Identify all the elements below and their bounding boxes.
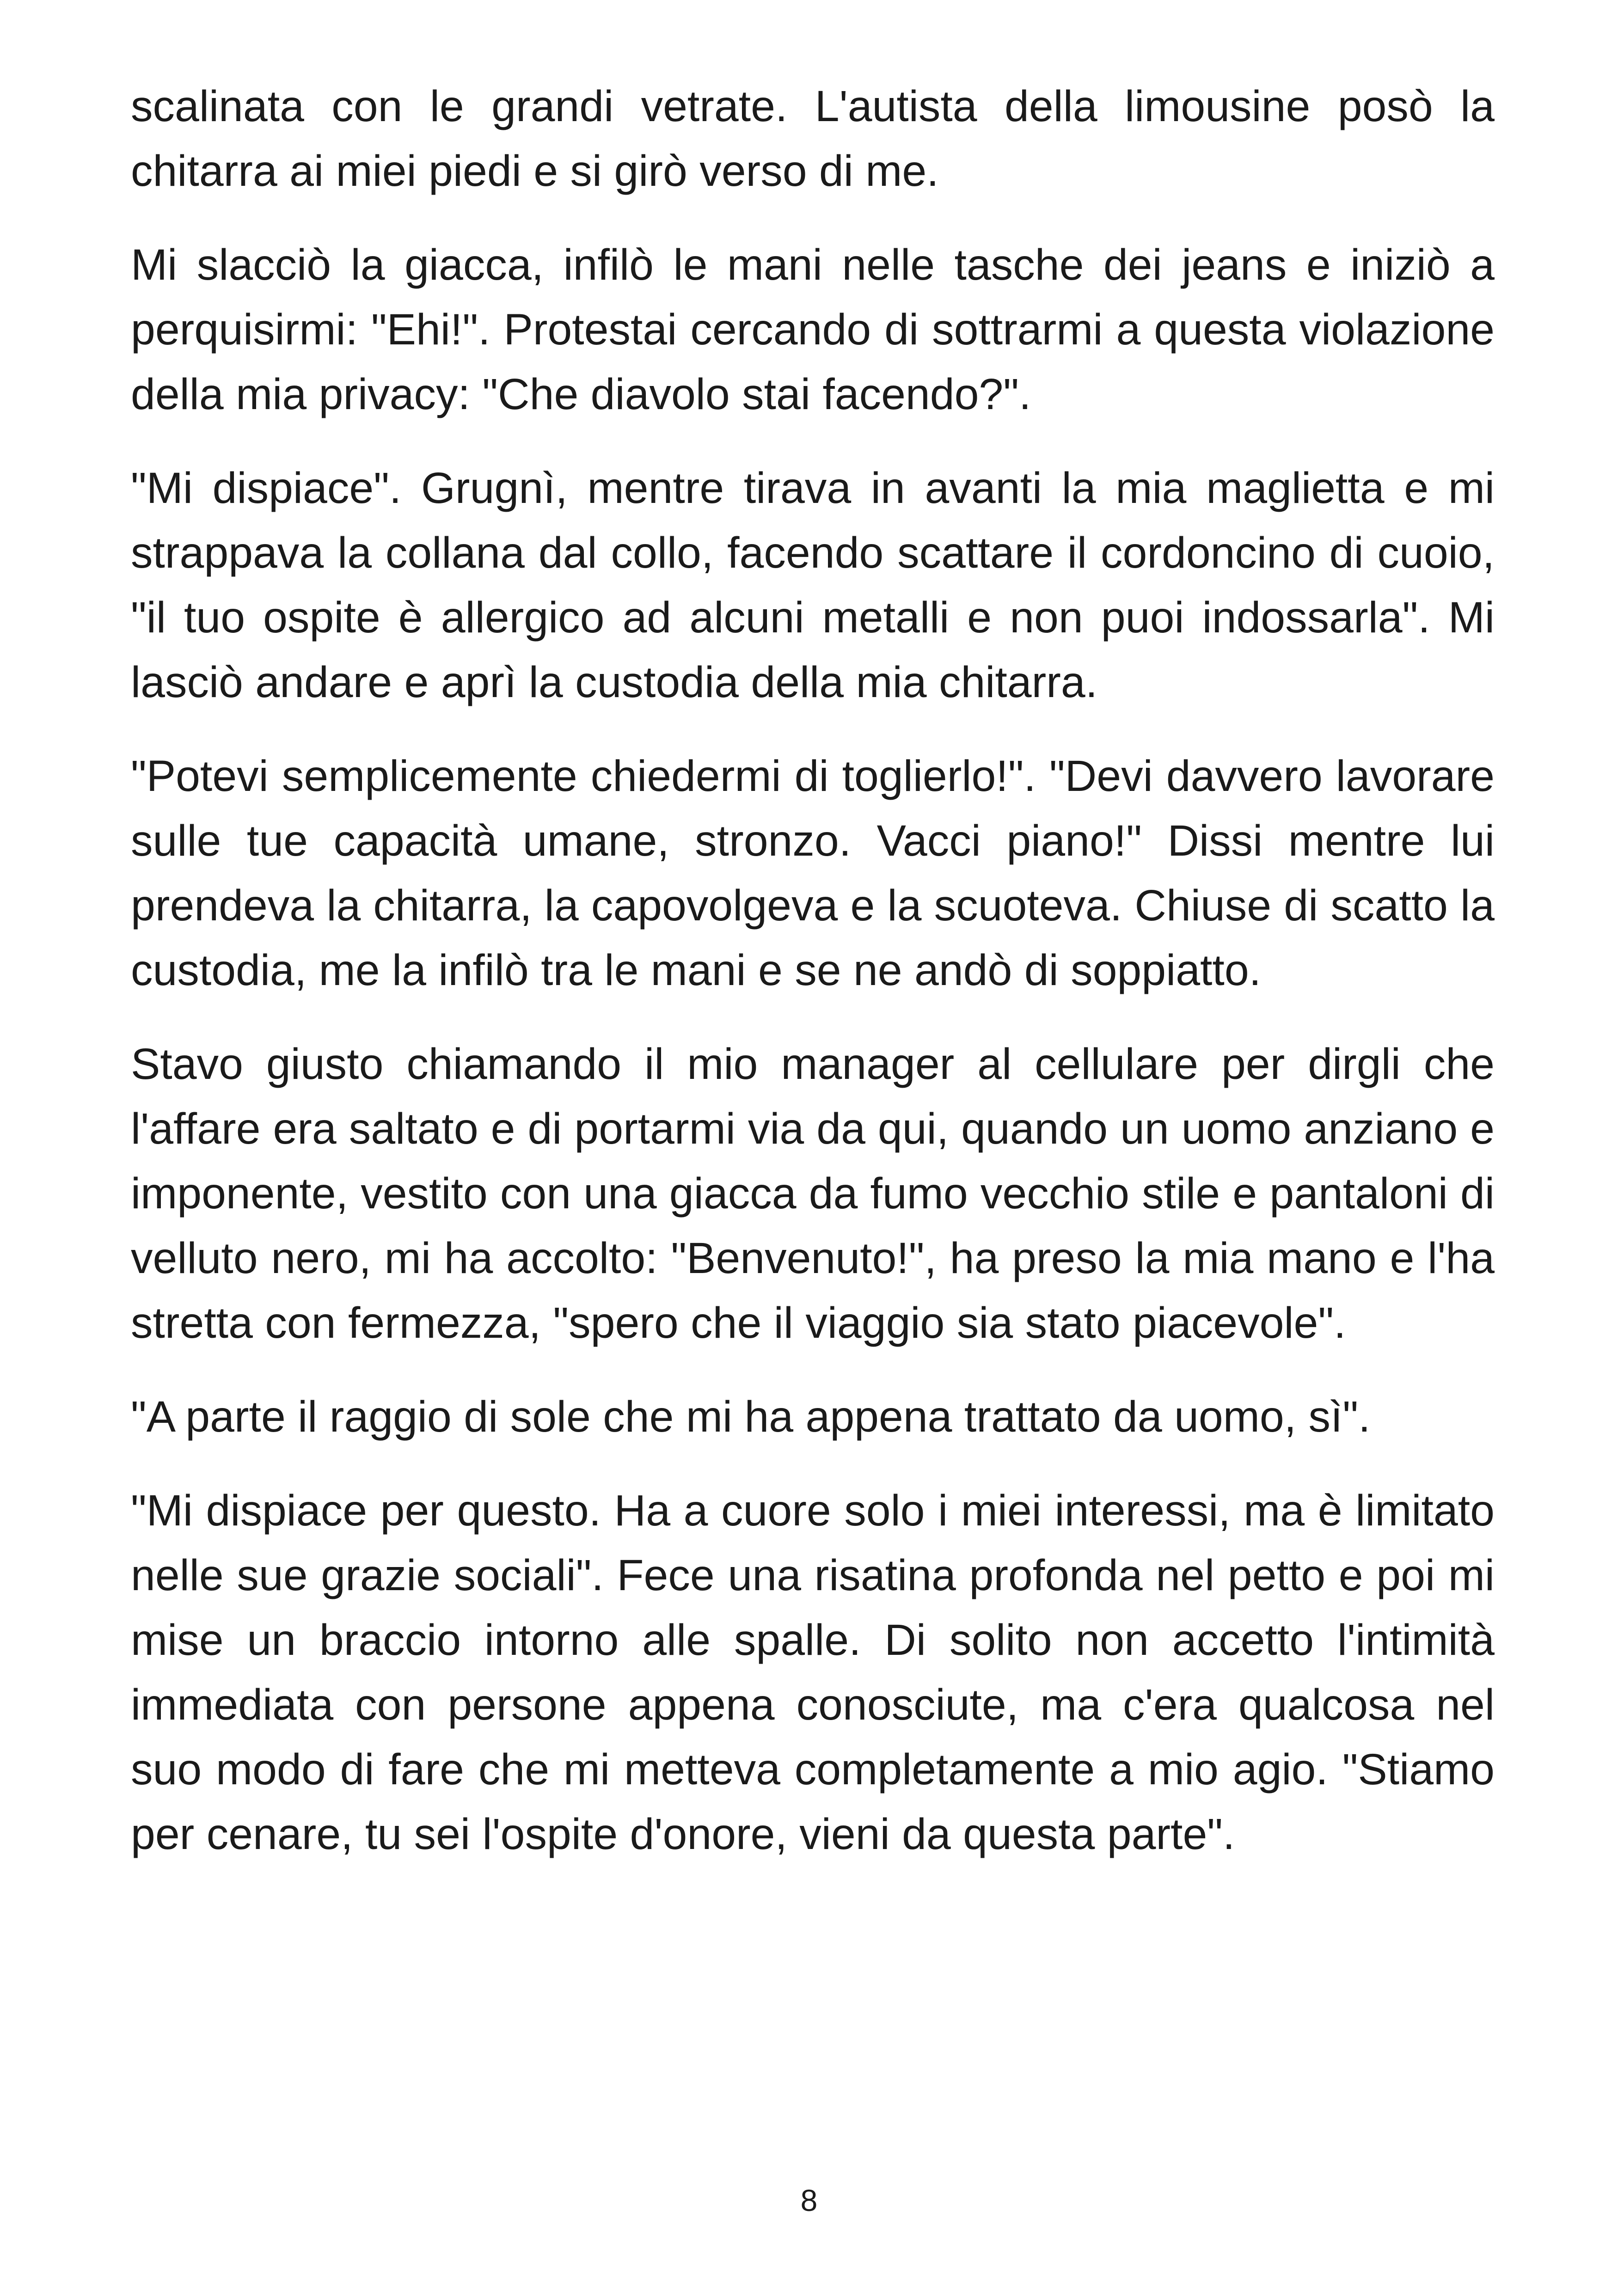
page-number: 8 [800, 2183, 818, 2217]
paragraph: "Mi dispiace". Grugnì, mentre tirava in avanti la mia maglietta e mi strappava la collana dal collo, facendo scattare il cordoncino di cuoio, "il tuo ospite è allergico ad alcuni metalli e non puoi indossarla". Mi lasciò andare e aprì la custodia della mia chitarra. [131, 464, 1495, 707]
paragraph: "Mi dispiace per questo. Ha a cuore solo i miei interessi, ma è limitato nelle sue grazie sociali". Fece una risatina profonda nel petto e poi mi mise un braccio intorno alle spalle. Di solito non accetto l'intimità immediata con persone appena conosciute, ma c'era qualcosa nel suo modo di fare che mi metteva completamente a mio agio. "Stiamo per cenare, tu sei l'ospite d'onore, vieni da questa parte". [131, 1486, 1495, 1859]
paragraph: "A parte il raggio di sole che mi ha appena trattato da uomo, sì". [131, 1392, 1371, 1441]
paragraph: scalinata con le grandi vetrate. L'autista della limousine posò la chitarra ai miei piedi e si girò verso di me. [131, 82, 1495, 196]
paragraph: Stavo giusto chiamando il mio manager al cellulare per dirgli che l'affare era saltato e di portarmi via da qui, quando un uomo anziano e imponente, vestito con una giacca da fumo vecchio stile e pantaloni di velluto nero, mi ha accolto: "Benvenuto!", ha preso la mia mano e l'ha stretta con fermezza, "spero che il viaggio sia stato piacevole". [131, 1040, 1495, 1347]
paragraph: "Potevi semplicemente chiedermi di toglierlo!". "Devi davvero lavorare sulle tue capacità umane, stronzo. Vacci piano!" Dissi mentre lui prendeva la chitarra, la capovolgeva e la scuoteva. Chiuse di scatto la custodia, me la infilò tra le mani e se ne andò di soppiatto. [131, 752, 1495, 995]
paragraph: Mi slacciò la giacca, infilò le mani nelle tasche dei jeans e iniziò a perquisirmi: "Ehi!". Protestai cercando di sottrarmi a questa violazione della mia privacy: "Che diavolo stai facendo?". [131, 240, 1495, 419]
body-text [131, 74, 1495, 1896]
